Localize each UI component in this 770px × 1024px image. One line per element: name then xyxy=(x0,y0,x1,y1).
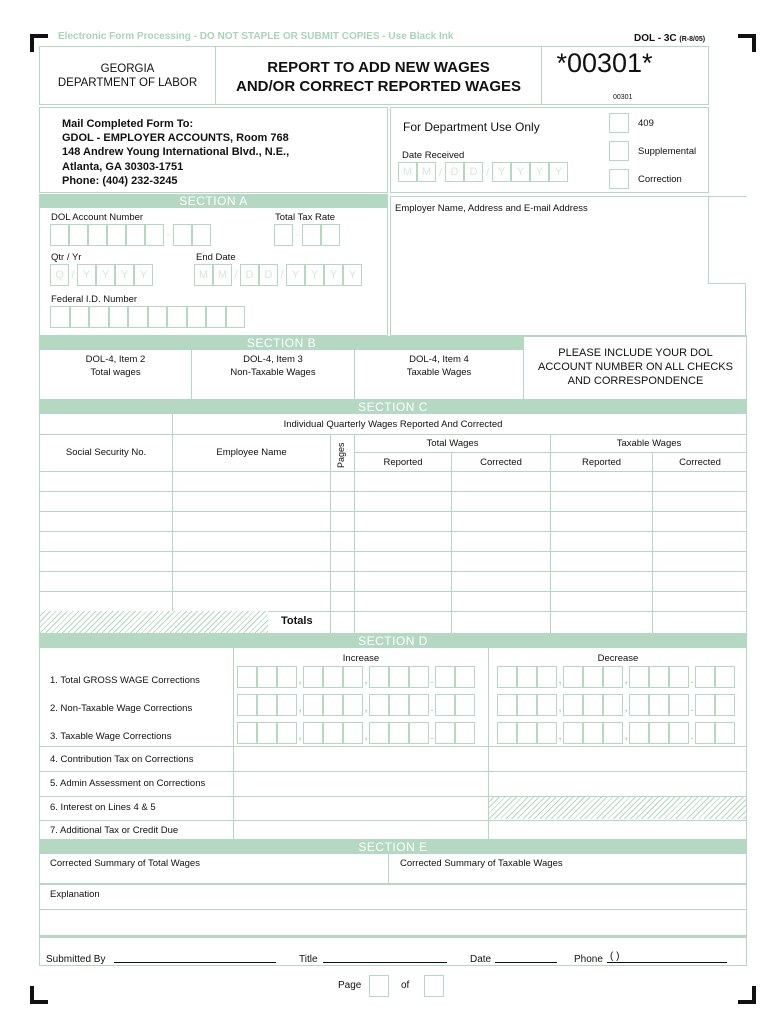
amount-separator: , xyxy=(298,702,302,714)
amount-digit-box[interactable] xyxy=(629,694,649,716)
char-box-hint: Y xyxy=(497,166,506,178)
phone-label: Phone xyxy=(574,954,603,965)
amount-digit-box[interactable] xyxy=(257,666,277,688)
amount-digit-box[interactable] xyxy=(303,694,323,716)
amount-digit-box[interactable] xyxy=(563,694,583,716)
char-box-hint: M xyxy=(421,166,432,178)
char-box-hint: Y xyxy=(516,166,525,178)
explanation-field[interactable] xyxy=(40,900,746,934)
separator: - xyxy=(166,229,171,241)
amount-digit-box[interactable] xyxy=(303,722,323,744)
amount-separator: , xyxy=(624,674,628,686)
amount-digit-box[interactable] xyxy=(669,722,689,744)
dol-account-field[interactable] xyxy=(50,224,230,246)
amount-digit-box[interactable] xyxy=(715,666,735,688)
amount-digit-box[interactable] xyxy=(343,666,363,688)
amount-separator: . xyxy=(690,702,694,714)
amount-digit-box[interactable] xyxy=(517,666,537,688)
char-box-hint: M xyxy=(198,269,209,281)
corrected-taxable-label: Corrected Summary of Taxable Wages xyxy=(400,858,563,869)
form-id-code: DOL - 3C xyxy=(634,33,677,44)
section-b-col1 xyxy=(40,353,191,379)
amount-digit-box[interactable] xyxy=(369,694,389,716)
corrected-taxable-field[interactable] xyxy=(390,868,746,882)
agency-line2: DEPARTMENT OF LABOR xyxy=(57,77,198,89)
employer-info-label: Employer Name, Address and E-mail Address xyxy=(395,203,588,214)
amount-separator: , xyxy=(364,730,368,742)
amount-digit-box[interactable] xyxy=(629,666,649,688)
char-box-hint: D xyxy=(450,166,459,178)
amount-digit-box[interactable] xyxy=(563,722,583,744)
amount-digit-box[interactable] xyxy=(323,666,343,688)
section-c-subtitle: Individual Quarterly Wages Reported And Corrected xyxy=(283,419,503,430)
digit-box[interactable] xyxy=(192,224,211,246)
federal-id-label: Federal I.D. Number xyxy=(51,294,138,305)
char-box-hint: Y xyxy=(329,269,338,281)
section-d-item-4: 4. Contribution Tax on Corrections xyxy=(50,754,194,765)
mail-heading: Mail Completed Form To: xyxy=(62,118,194,130)
amount-digit-box[interactable] xyxy=(435,666,455,688)
digit-box[interactable] xyxy=(50,306,70,328)
amount-separator: , xyxy=(298,674,302,686)
amount-digit-box[interactable] xyxy=(537,666,557,688)
section-d-item-2: 2. Non-Taxable Wage Corrections xyxy=(50,703,193,714)
amount-digit-box[interactable] xyxy=(583,666,603,688)
section-b-col1-line2: Total wages xyxy=(90,367,141,378)
section-c-header: SECTION C xyxy=(39,400,747,414)
checkbox-correction[interactable] xyxy=(609,169,629,189)
col-taxable-wages: Taxable Wages xyxy=(616,438,682,449)
amount-separator: . xyxy=(690,730,694,742)
section-b-col3 xyxy=(355,353,523,379)
amount-separator: , xyxy=(558,674,562,686)
corner-mark-bottom-right xyxy=(738,986,756,1004)
form-title xyxy=(216,58,541,96)
section-a-header: SECTION A xyxy=(39,194,388,208)
col-total-reported: Reported xyxy=(383,457,423,468)
amount-digit-box[interactable] xyxy=(649,722,669,744)
title-label: Title xyxy=(299,954,318,965)
amount-digit-box[interactable] xyxy=(455,722,475,744)
col-pages: Pages xyxy=(336,442,346,468)
amount-digit-box[interactable] xyxy=(517,694,537,716)
separator: / xyxy=(234,269,238,281)
table-row[interactable] xyxy=(40,532,746,551)
mail-line4: Phone: (404) 232-3245 xyxy=(62,174,178,187)
amount-digit-box[interactable] xyxy=(603,722,623,744)
amount-digit-box[interactable] xyxy=(237,694,257,716)
explanation-label: Explanation xyxy=(50,889,100,900)
amount-digit-box[interactable] xyxy=(323,722,343,744)
col-total-wages: Total Wages xyxy=(426,438,479,449)
amount-digit-box[interactable] xyxy=(409,666,429,688)
amount-separator: . xyxy=(430,674,434,686)
digit-box[interactable] xyxy=(302,224,321,246)
amount-digit-box[interactable] xyxy=(695,722,715,744)
digit-box[interactable] xyxy=(128,306,148,328)
date-label: Date xyxy=(470,954,492,965)
federal-id-field[interactable] xyxy=(50,306,246,328)
corner-mark-top-right xyxy=(738,34,756,52)
section-d-item-3: 3. Taxable Wage Corrections xyxy=(50,731,172,742)
char-box-hint: Y xyxy=(535,166,544,178)
amount-digit-box[interactable] xyxy=(409,694,429,716)
table-row[interactable] xyxy=(40,572,746,591)
barcode-small-text: 00301 xyxy=(613,94,633,101)
section-d-item-7: 7. Additional Tax or Credit Due xyxy=(50,825,179,836)
char-box-hint: M xyxy=(217,269,228,281)
title-line1: REPORT TO ADD NEW WAGES xyxy=(267,59,490,76)
digit-box[interactable] xyxy=(274,224,293,246)
amount-separator: , xyxy=(364,702,368,714)
amount-digit-box[interactable] xyxy=(715,722,735,744)
amount-separator: , xyxy=(624,730,628,742)
amount-digit-box[interactable] xyxy=(497,694,517,716)
amount-digit-box[interactable] xyxy=(603,694,623,716)
amount-digit-box[interactable] xyxy=(435,722,455,744)
digit-box[interactable] xyxy=(173,224,192,246)
amount-separator: , xyxy=(558,730,562,742)
amount-digit-box[interactable] xyxy=(649,694,669,716)
corner-mark-bottom-left xyxy=(30,986,48,1004)
employer-info-box[interactable] xyxy=(390,196,747,336)
mail-line1: GDOL - EMPLOYER ACCOUNTS, Room 768 xyxy=(62,132,289,145)
increase-label: Increase xyxy=(342,653,380,664)
digit-box[interactable] xyxy=(50,224,69,246)
section-b-col2-line1: DOL-4, Item 3 xyxy=(243,354,303,365)
notice-line1: PLEASE INCLUDE YOUR DOL xyxy=(558,347,713,359)
top-notice: Electronic Form Processing - DO NOT STAPLE OR SUBMIT COPIES - Use Black Ink xyxy=(58,31,454,42)
table-row[interactable] xyxy=(40,472,746,491)
digit-box[interactable] xyxy=(89,306,109,328)
end-date-field[interactable] xyxy=(194,264,379,286)
digit-box[interactable] xyxy=(226,306,246,328)
account-number-notice xyxy=(524,346,747,388)
phone-line[interactable] xyxy=(607,953,727,963)
end-date-label: End Date xyxy=(196,252,236,263)
amount-digit-box[interactable] xyxy=(277,666,297,688)
amount-digit-box[interactable] xyxy=(455,666,475,688)
notice-line2: ACCOUNT NUMBER ON ALL CHECKS xyxy=(538,361,733,373)
table-row[interactable] xyxy=(40,512,746,531)
totals-label: Totals xyxy=(281,615,313,627)
amount-digit-box[interactable] xyxy=(389,694,409,716)
amount-separator: , xyxy=(364,674,368,686)
char-box-hint: Y xyxy=(554,166,563,178)
separator: / xyxy=(438,167,443,179)
section-e-header: SECTION E xyxy=(39,840,747,854)
total-tax-rate-field[interactable] xyxy=(274,224,346,246)
amount-digit-box[interactable] xyxy=(369,666,389,688)
col-taxable-reported: Reported xyxy=(581,457,622,468)
section-d-item-1: 1. Total GROSS WAGE Corrections xyxy=(50,675,200,686)
amount-digit-box[interactable] xyxy=(369,722,389,744)
amount-digit-box[interactable] xyxy=(277,722,297,744)
digit-box[interactable] xyxy=(321,224,340,246)
section-d-header: SECTION D xyxy=(39,634,747,648)
digit-box[interactable] xyxy=(126,224,145,246)
amount-digit-box[interactable] xyxy=(517,722,537,744)
amount-separator: , xyxy=(558,702,562,714)
digit-box[interactable] xyxy=(148,306,168,328)
page-number-box[interactable] xyxy=(369,975,389,997)
amount-digit-box[interactable] xyxy=(343,722,363,744)
phone-paren: ( ) xyxy=(610,951,620,962)
amount-separator: . xyxy=(430,702,434,714)
amount-digit-box[interactable] xyxy=(409,722,429,744)
form-id xyxy=(634,33,705,44)
section-d-item-5: 5. Admin Assessment on Corrections xyxy=(50,778,206,789)
amount-digit-box[interactable] xyxy=(603,666,623,688)
separator: / xyxy=(280,269,284,281)
col-ssn: Social Security No. xyxy=(65,447,147,458)
notice-line3: AND CORRESPONDENCE xyxy=(567,375,704,387)
agency-line1: GEORGIA xyxy=(100,63,155,75)
checkbox-supplemental[interactable] xyxy=(609,141,629,161)
amount-digit-box[interactable] xyxy=(389,722,409,744)
amount-digit-box[interactable] xyxy=(695,666,715,688)
barcode-text: *00301* xyxy=(556,48,653,78)
amount-digit-box[interactable] xyxy=(695,694,715,716)
of-label: of xyxy=(401,980,410,991)
corrected-total-label: Corrected Summary of Total Wages xyxy=(50,858,200,869)
amount-digit-box[interactable] xyxy=(629,722,649,744)
amount-separator: . xyxy=(690,674,694,686)
amount-digit-box[interactable] xyxy=(537,722,557,744)
amount-digit-box[interactable] xyxy=(497,722,517,744)
title-line2: AND/OR CORRECT REPORTED WAGES xyxy=(235,78,521,95)
checkbox-supplemental-label: Supplemental xyxy=(638,146,697,157)
col-employee-name: Employee Name xyxy=(216,447,287,458)
date-received-field[interactable] xyxy=(398,162,586,182)
separator: - xyxy=(295,229,300,241)
char-box-hint: Y xyxy=(120,269,129,281)
table-row[interactable] xyxy=(40,552,746,571)
date-received-label: Date Received xyxy=(402,150,465,161)
amount-digit-box[interactable] xyxy=(237,666,257,688)
char-box-hint: Y xyxy=(82,269,91,281)
amount-digit-box[interactable] xyxy=(649,666,669,688)
amount-digit-box[interactable] xyxy=(669,666,689,688)
col-taxable-corrected: Corrected xyxy=(679,457,721,468)
amount-separator: , xyxy=(624,702,628,714)
amount-separator: . xyxy=(430,730,434,742)
char-box-hint: D xyxy=(264,269,273,281)
total-tax-rate-label: Total Tax Rate xyxy=(275,212,336,223)
char-box-hint: D xyxy=(245,269,254,281)
interest-decrease-hatch xyxy=(489,797,746,819)
mail-address xyxy=(62,117,289,188)
digit-box[interactable] xyxy=(145,224,164,246)
amount-separator: , xyxy=(298,730,302,742)
section-d-item-6: 6. Interest on Lines 4 & 5 xyxy=(50,802,156,813)
qtr-yr-label: Qtr / Yr xyxy=(51,252,82,263)
section-b-col3-line1: DOL-4, Item 4 xyxy=(409,354,469,365)
corrected-total-field[interactable] xyxy=(40,868,387,882)
digit-box[interactable] xyxy=(187,306,207,328)
checkbox-409[interactable] xyxy=(609,113,629,133)
char-box-hint: Y xyxy=(291,269,300,281)
section-b-col1-line1: DOL-4, Item 2 xyxy=(85,354,146,365)
form-revision: (R-8/05) xyxy=(679,36,706,43)
section-b-header: SECTION B xyxy=(39,336,524,350)
char-box-hint: Q xyxy=(55,269,64,281)
amount-digit-box[interactable] xyxy=(257,722,277,744)
mail-line2: 148 Andrew Young International Blvd., N.E., xyxy=(62,146,290,159)
amount-digit-box[interactable] xyxy=(277,694,297,716)
mail-line3: Atlanta, GA 30303-1751 xyxy=(62,160,184,173)
separator: / xyxy=(485,167,490,179)
col-total-corrected: Corrected xyxy=(480,457,522,468)
digit-box[interactable] xyxy=(70,306,90,328)
char-box-hint: Y xyxy=(348,269,357,281)
char-box-hint: Y xyxy=(310,269,319,281)
char-box-hint: M xyxy=(402,166,413,178)
amount-digit-box[interactable] xyxy=(455,694,475,716)
department-use-heading: For Department Use Only xyxy=(403,120,540,134)
char-box-hint: Y xyxy=(139,269,148,281)
char-box-hint: D xyxy=(469,166,478,178)
date-line[interactable] xyxy=(495,953,557,963)
page-total-box[interactable] xyxy=(424,975,444,997)
amount-digit-box[interactable] xyxy=(583,722,603,744)
amount-digit-box[interactable] xyxy=(435,694,455,716)
digit-box[interactable] xyxy=(88,224,107,246)
amount-digit-box[interactable] xyxy=(669,694,689,716)
qtr-yr-field[interactable] xyxy=(50,264,165,286)
section-b-col2 xyxy=(192,353,354,379)
digit-box[interactable] xyxy=(107,224,126,246)
section-b-col2-line2: Non-Taxable Wages xyxy=(230,367,316,378)
submitted-by-line[interactable] xyxy=(114,953,276,963)
digit-box[interactable] xyxy=(206,306,226,328)
digit-box[interactable] xyxy=(69,224,88,246)
amount-digit-box[interactable] xyxy=(303,666,323,688)
title-line[interactable] xyxy=(323,953,447,963)
totals-hatch xyxy=(40,611,268,633)
amount-digit-box[interactable] xyxy=(323,694,343,716)
agency-name xyxy=(40,62,215,90)
digit-box[interactable] xyxy=(109,306,129,328)
dol-account-label: DOL Account Number xyxy=(51,212,144,223)
amount-digit-box[interactable] xyxy=(715,694,735,716)
separator: / xyxy=(71,269,75,281)
digit-box[interactable] xyxy=(167,306,187,328)
checkbox-correction-label: Correction xyxy=(638,174,682,185)
amount-digit-box[interactable] xyxy=(257,694,277,716)
checkbox-409-label: 409 xyxy=(638,118,654,129)
table-row[interactable] xyxy=(40,592,746,611)
amount-digit-box[interactable] xyxy=(237,722,257,744)
submitted-by-label: Submitted By xyxy=(46,954,106,965)
char-box-hint: Y xyxy=(101,269,110,281)
amount-digit-box[interactable] xyxy=(497,666,517,688)
page-label: Page xyxy=(338,980,362,991)
section-b-col3-line2: Taxable Wages xyxy=(406,367,472,378)
amount-digit-box[interactable] xyxy=(343,694,363,716)
amount-digit-box[interactable] xyxy=(583,694,603,716)
amount-digit-box[interactable] xyxy=(563,666,583,688)
table-row[interactable] xyxy=(40,492,746,511)
decrease-label: Decrease xyxy=(597,653,639,664)
amount-digit-box[interactable] xyxy=(537,694,557,716)
amount-digit-box[interactable] xyxy=(389,666,409,688)
